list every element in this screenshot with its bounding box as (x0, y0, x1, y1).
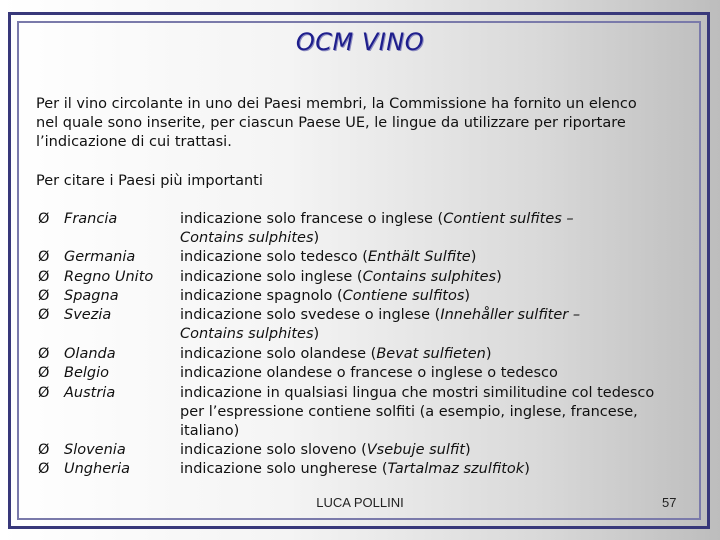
country-name: Svezia (64, 307, 112, 323)
country-item (38, 248, 135, 267)
description-line (180, 403, 638, 422)
country-item (38, 460, 130, 479)
description-text: indicazione solo ungherese ( (180, 461, 388, 477)
intro-line: Per il vino circolante in uno dei Paesi membri, la Commissione ha fornito un elenco (36, 96, 637, 112)
country-item (38, 364, 109, 383)
intro-paragraph (36, 95, 686, 152)
country-item (38, 287, 119, 306)
description-line (180, 268, 502, 287)
description-line (180, 384, 654, 403)
country-name: Francia (64, 211, 118, 227)
description-line (180, 441, 471, 460)
description-text: ) (313, 230, 320, 246)
country-name: Regno Unito (64, 269, 154, 285)
arrow-bullet-icon: Ø (38, 288, 50, 304)
description-text: ) (313, 326, 320, 342)
description-line (180, 460, 530, 479)
country-item (38, 384, 115, 403)
country-name: Spagna (64, 288, 119, 304)
arrow-bullet-icon: Ø (38, 269, 50, 285)
arrow-bullet-icon: Ø (38, 365, 50, 381)
description-line (180, 364, 558, 383)
description-text: ) (524, 461, 530, 477)
description-line (180, 422, 239, 441)
label-text: Contains sulphites (362, 269, 497, 285)
label-text: Contiene sulfitos (342, 288, 465, 304)
intro-line: nel quale sono inserite, per ciascun Paese UE, le lingue da utilizzare per riportare (36, 115, 626, 131)
label-text: Vsebuje sulfit (366, 442, 465, 458)
label-text: Contient sulfites – (443, 211, 574, 227)
description-text: indicazione solo francese o inglese ( (180, 211, 444, 227)
arrow-bullet-icon: Ø (38, 461, 50, 477)
label-text: Contains sulphites (180, 230, 314, 246)
description-line (180, 325, 319, 344)
description-text: indicazione solo sloveno ( (180, 442, 367, 458)
description-text: ) (470, 249, 477, 265)
description-text: ) (464, 442, 471, 458)
intro-line: l’indicazione di cui trattasi. (36, 134, 232, 150)
description-line (180, 210, 574, 229)
description-text: ) (496, 269, 502, 285)
description-text: indicazione olandese o francese o inglese o tedesco (180, 365, 558, 381)
subheading: Per citare i Paesi più importanti (36, 173, 263, 189)
country-name: Olanda (64, 346, 116, 362)
description-text: per l’espressione contiene solfiti (a esempio, inglese, francese, (180, 404, 638, 420)
description-text: indicazione spagnolo ( (180, 288, 343, 304)
arrow-bullet-icon: Ø (38, 385, 50, 401)
footer-author: LUCA POLLINI (316, 495, 404, 510)
arrow-bullet-icon: Ø (38, 346, 50, 362)
label-text: Bevat sulfieten (376, 346, 486, 362)
description-text: indicazione solo tedesco ( (180, 249, 368, 265)
label-text: Tartalmaz szulfitok (387, 461, 525, 477)
description-line (180, 345, 492, 364)
description-text: indicazione in qualsiasi lingua che mostri similitudine col tedesco (180, 385, 655, 401)
description-text: italiano) (180, 423, 240, 439)
country-item (38, 441, 126, 460)
description-line (180, 306, 580, 325)
description-text: ) (485, 346, 492, 362)
page-number: 57 (662, 495, 677, 510)
country-name: Ungheria (64, 461, 130, 477)
country-item (38, 345, 116, 364)
country-item (38, 210, 117, 229)
label-text: Contains sulphites (180, 326, 314, 342)
description-line (180, 248, 476, 267)
country-name: Belgio (64, 365, 110, 381)
label-text: Enthält Sulfite (367, 249, 471, 265)
description-text: indicazione solo olandese ( (180, 346, 377, 362)
arrow-bullet-icon: Ø (38, 249, 50, 265)
country-name: Germania (64, 249, 136, 265)
country-item (38, 306, 111, 325)
country-name: Austria (64, 385, 116, 401)
arrow-bullet-icon: Ø (38, 307, 50, 323)
slide-title: OCM VINO (295, 28, 425, 56)
country-item (38, 268, 153, 287)
arrow-bullet-icon: Ø (38, 211, 50, 227)
label-text: Innehåller sulfiter – (440, 307, 581, 323)
arrow-bullet-icon: Ø (38, 442, 50, 458)
country-name: Slovenia (64, 442, 126, 458)
description-text: indicazione solo inglese ( (180, 269, 363, 285)
description-line (180, 287, 470, 306)
description-text: indicazione solo svedese o inglese ( (180, 307, 441, 323)
description-text: ) (464, 288, 471, 304)
description-line (180, 229, 319, 248)
